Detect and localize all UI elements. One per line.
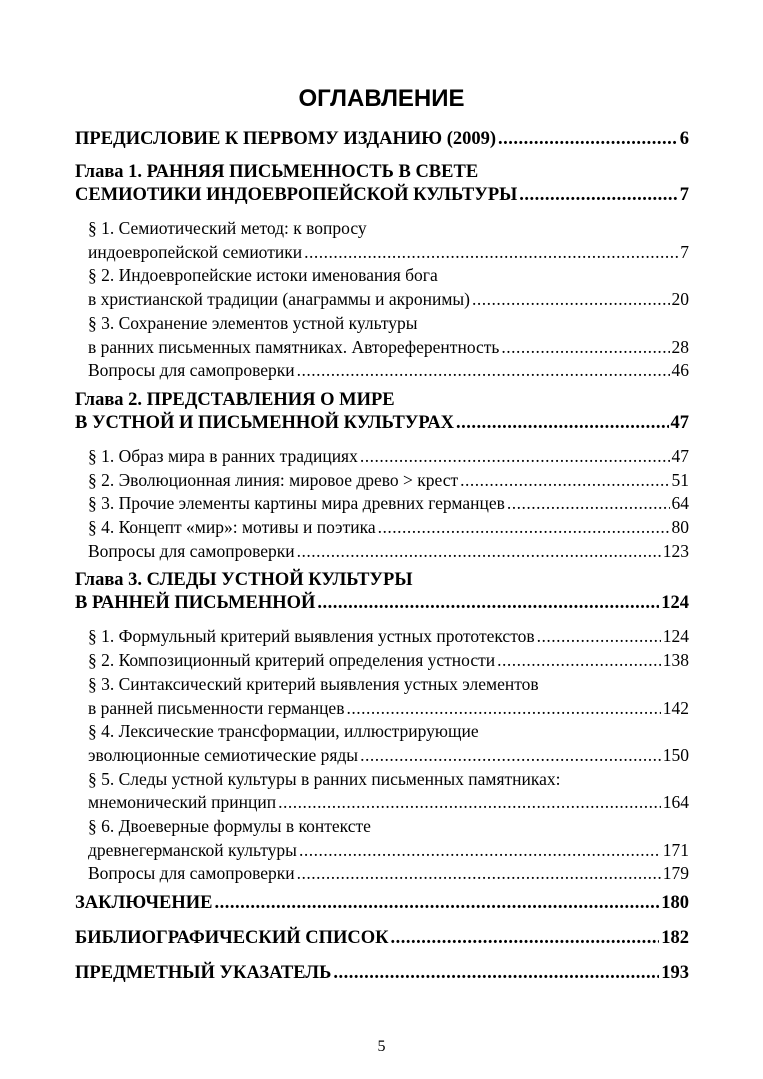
- page-ref: 180: [661, 893, 689, 914]
- dot-leader: [297, 862, 661, 886]
- section-title: § 3. Прочие элементы картины мира древних германцев: [88, 493, 505, 514]
- section-title-line1: § 4. Лексические трансформации, иллюстрирующие: [88, 721, 479, 742]
- section-title-line1: § 6. Двоеверные формулы в контексте: [88, 816, 371, 837]
- page-ref: 179: [662, 863, 689, 884]
- dot-leader: [460, 469, 669, 493]
- toc-entry-section[interactable]: [75, 673, 689, 720]
- entry-title: ПРЕДМЕТНЫЙ УКАЗАТЕЛЬ: [75, 963, 332, 984]
- dot-leader: [360, 445, 670, 469]
- page-ref: 6: [679, 129, 689, 149]
- page-ref: 150: [662, 744, 689, 765]
- toc-entry-conclusion[interactable]: [75, 892, 689, 915]
- dot-leader: [378, 516, 670, 540]
- section-title: § 2. Композиционный критерий определения устности: [88, 650, 496, 671]
- toc-entry-section[interactable]: [75, 768, 689, 815]
- section-title-line2: в христианской традиции (анаграммы и акронимы): [88, 289, 471, 310]
- toc-entry-section[interactable]: [75, 217, 689, 264]
- dot-leader: [360, 744, 661, 768]
- dot-leader: [501, 336, 669, 360]
- toc-entry-section[interactable]: [75, 445, 689, 469]
- dot-leader: [498, 128, 678, 151]
- page-ref: 51: [671, 469, 689, 490]
- page-ref: 123: [662, 540, 689, 561]
- page-ref: 80: [671, 517, 689, 538]
- dot-leader: [297, 540, 661, 564]
- dot-leader: [497, 649, 661, 673]
- section-title-line2: эволюционные семиотические ряды: [88, 744, 359, 765]
- section-title-line1: § 5. Следы устной культуры в ранних письменных памятниках:: [88, 768, 561, 789]
- page-ref: 138: [662, 650, 689, 671]
- page-ref: 64: [671, 493, 689, 514]
- page-ref: 142: [662, 697, 689, 718]
- dot-leader: [346, 697, 660, 721]
- section-title-line2: мнемонический принцип: [88, 792, 277, 813]
- toc-entry-section[interactable]: [75, 264, 689, 311]
- toc-entry-index[interactable]: [75, 962, 689, 985]
- section-title: Вопросы для самопроверки: [88, 863, 295, 884]
- toc-entry-section[interactable]: [75, 815, 689, 862]
- chapter-heading-line2: В УСТНОЙ И ПИСЬМЕННОЙ КУЛЬТУРАХ: [75, 412, 455, 433]
- section-title-line2: индоевропейской семиотики: [88, 241, 303, 262]
- dot-leader: [391, 927, 660, 950]
- section-title-line1: § 3. Сохранение элементов устной культуры: [88, 312, 418, 333]
- page-ref: 47: [670, 412, 689, 433]
- page-title: ОГЛАВЛЕНИЕ: [298, 85, 465, 112]
- page-ref: 7: [680, 241, 689, 262]
- page-ref: 7: [679, 185, 689, 205]
- dot-leader: [472, 288, 669, 312]
- toc-entry-chapter-3[interactable]: [75, 569, 689, 615]
- section-title-line2: в ранних письменных памятниках. Автореферентность: [88, 336, 500, 357]
- chapter-heading-line2: В РАННЕЙ ПИСЬМЕННОЙ: [75, 593, 316, 614]
- chapter-heading-line1: Глава 1. РАННЯЯ ПИСЬМЕННОСТЬ В СВЕТЕ: [75, 162, 479, 182]
- section-title-line2: в ранней письменности германцев: [88, 697, 345, 718]
- toc-entry-chapter-1[interactable]: [75, 161, 689, 207]
- toc-entry-questions[interactable]: [75, 862, 689, 886]
- page-number: 5: [377, 1038, 386, 1055]
- page-ref: 20: [671, 289, 689, 310]
- section-title-line1: § 2. Индоевропейские истоки именования бога: [88, 265, 438, 286]
- dot-leader: [278, 791, 661, 815]
- entry-title: БИБЛИОГРАФИЧЕСКИЙ СПИСОК: [75, 928, 389, 949]
- table-of-contents: [75, 128, 689, 985]
- dot-leader: [215, 892, 660, 915]
- chapter-heading-line1: Глава 2. ПРЕДСТАВЛЕНИЯ О МИРЕ: [75, 389, 395, 410]
- section-title: § 1. Образ мира в ранних традициях: [88, 445, 358, 466]
- page-ref: 193: [661, 963, 689, 984]
- entry-title: ЗАКЛЮЧЕНИЕ: [75, 893, 213, 914]
- page-ref: 46: [671, 360, 689, 381]
- section-title: Вопросы для самопроверки: [88, 360, 295, 381]
- dot-leader: [317, 592, 659, 615]
- dot-leader: [519, 184, 677, 207]
- toc-entry-section[interactable]: [75, 312, 689, 359]
- dot-leader: [299, 839, 661, 863]
- section-title-line1: § 1. Семиотический метод: к вопросу: [88, 218, 367, 238]
- toc-entry-section[interactable]: [75, 516, 689, 540]
- dot-leader: [507, 492, 670, 516]
- toc-entry-section[interactable]: [75, 469, 689, 493]
- entry-title: ПРЕДИСЛОВИЕ К ПЕРВОМУ ИЗДАНИЮ (2009): [75, 129, 497, 149]
- dot-leader: [333, 962, 659, 985]
- toc-entry-questions[interactable]: [75, 359, 689, 383]
- toc-entry-section[interactable]: [75, 492, 689, 516]
- dot-leader: [297, 359, 670, 383]
- toc-entry-preface[interactable]: [75, 128, 689, 151]
- section-title: Вопросы для самопроверки: [88, 540, 295, 561]
- page-ref: 124: [661, 593, 689, 614]
- toc-entry-questions[interactable]: [75, 540, 689, 564]
- toc-entry-section[interactable]: [75, 625, 689, 649]
- dot-leader: [304, 241, 678, 265]
- section-title: § 2. Эволюционная линия: мировое древо > крест: [88, 469, 459, 490]
- page-ref: 124: [662, 626, 689, 647]
- page-ref: 164: [662, 792, 689, 813]
- toc-entry-bibliography[interactable]: [75, 927, 689, 950]
- section-title-line2: древнегерманской культуры: [88, 839, 297, 860]
- page-ref: 171: [662, 839, 689, 860]
- section-title: § 1. Формульный критерий выявления устных прототекстов: [88, 626, 535, 647]
- toc-entry-section[interactable]: [75, 649, 689, 673]
- chapter-heading-line1: Глава 3. СЛЕДЫ УСТНОЙ КУЛЬТУРЫ: [75, 570, 413, 591]
- section-title-line1: § 3. Синтаксический критерий выявления устных элементов: [88, 673, 539, 694]
- dot-leader: [456, 412, 668, 435]
- toc-entry-chapter-2[interactable]: [75, 389, 689, 435]
- page-ref: 182: [661, 928, 689, 949]
- section-title: § 4. Концепт «мир»: мотивы и поэтика: [88, 517, 376, 538]
- toc-entry-section[interactable]: [75, 720, 689, 767]
- page-ref: 47: [671, 445, 689, 466]
- chapter-heading-line2: СЕМИОТИКИ ИНДОЕВРОПЕЙСКОЙ КУЛЬТУРЫ: [75, 185, 518, 205]
- dot-leader: [537, 625, 661, 649]
- page-ref: 28: [671, 336, 689, 357]
